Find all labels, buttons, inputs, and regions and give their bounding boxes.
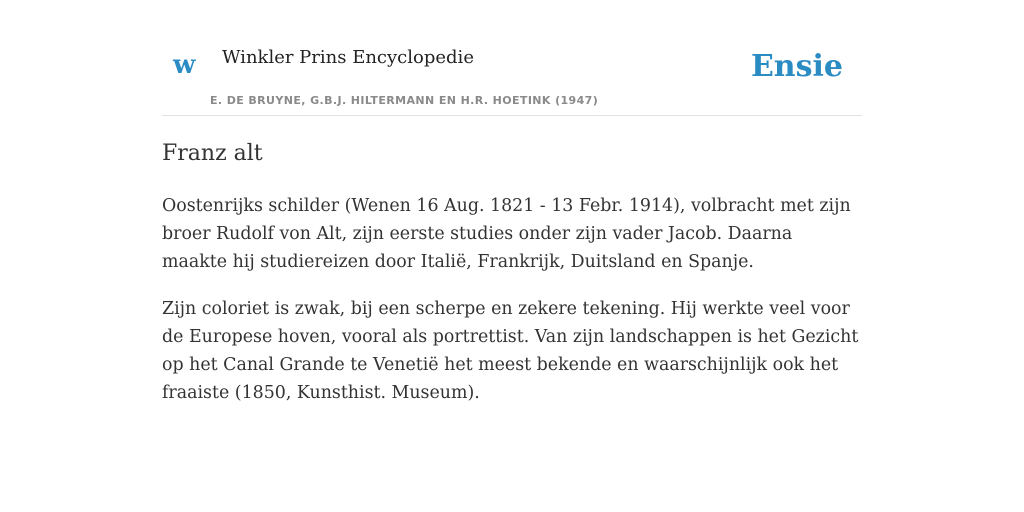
encyclopedia-header: [162, 38, 862, 116]
article-paragraph: Oostenrijks schilder (Wenen 16 Aug. 1821 - 13 Febr. 1914), volbracht met zijn broer Rudolf von Alt, zijn eerste studies onder zijn vader Jacob. Daarna maakte hij studiereizen door Italië, Frankrijk, Duitsland en Spanje.: [162, 196, 851, 272]
article-title: Franz alt: [162, 141, 263, 166]
article-content: [162, 138, 862, 407]
winkler-prins-logo[interactable]: w: [173, 50, 196, 80]
ensie-brand-logo[interactable]: Ensie: [750, 49, 843, 84]
article-paragraph: Zijn coloriet is zwak, bij een scherpe en zekere tekening. Hij werkte veel voor de Europese hoven, vooral als portrettist. Van zijn landschappen is het Gezicht op het Canal Grande te Venetië het meest bekende en waarschijnlijk ook het fraaiste (1850, Kunsthist. Museum).: [162, 299, 859, 403]
publication-authors: E. DE BRUYNE, G.B.J. HILTERMANN EN H.R. HOETINK (1947): [210, 94, 599, 107]
publication-title[interactable]: Winkler Prins Encyclopedie: [222, 47, 474, 68]
